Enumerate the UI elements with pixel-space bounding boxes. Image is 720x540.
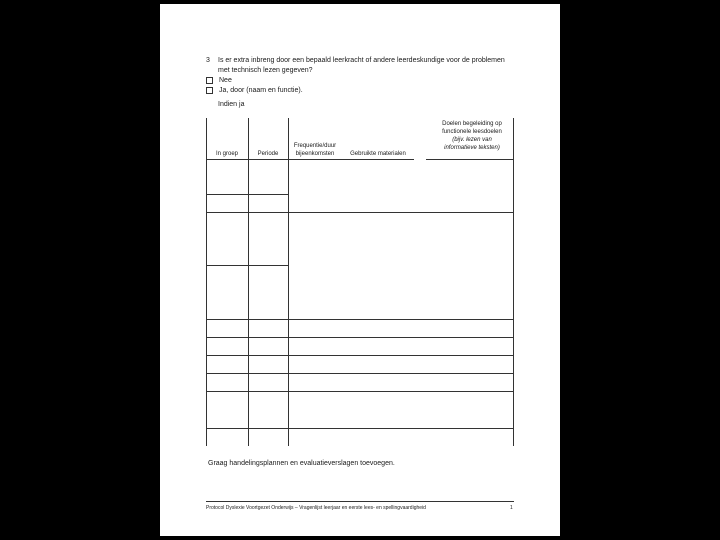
question-text: Is er extra inbreng door een bepaald leerkracht of andere leerdeskundige voor de problemen met technisch lezen gegeven?: [218, 57, 505, 74]
option-nee[interactable]: [206, 76, 232, 86]
checkbox-nee[interactable]: [206, 77, 213, 84]
footer-rule: [206, 501, 514, 502]
header-doelen-line3: (bijv. lezen van: [452, 137, 492, 143]
header-doelen-line1: Doelen begeleiding op: [442, 121, 502, 127]
option-ja-label: Ja, door (naam en functie).: [219, 87, 303, 94]
option-nee-label: Nee: [219, 77, 232, 84]
header-doelen-line2: functionele leesdoelen: [442, 129, 502, 135]
header-in-groep: In groep: [215, 151, 239, 157]
header-doelen: [430, 120, 514, 152]
footer-text: Protocol Dyslexie Voortgezet Onderwijs – Vragenlijst leerjaar en eerste lees- en spellingvaardigheid: [206, 505, 426, 511]
header-doelen-line4: informatieve teksten): [444, 145, 500, 151]
header-frequentie-line2: bijeenkomsten: [295, 151, 335, 157]
question-3: [206, 56, 506, 76]
header-frequentie: [288, 142, 342, 158]
header-frequentie-line1: Frequentie/duur: [293, 143, 337, 149]
question-number: 3: [206, 57, 210, 64]
footer-note: Graag handelingsplannen en evaluatieverslagen toevoegen.: [208, 460, 395, 467]
checkbox-ja[interactable]: [206, 87, 213, 94]
header-materialen: Gebruikte materialen: [350, 151, 406, 157]
indien-ja-label: Indien ja: [218, 101, 245, 108]
header-periode: Periode: [257, 151, 279, 157]
option-ja[interactable]: [206, 86, 303, 96]
document-page: [160, 4, 560, 536]
page-number: 1: [510, 505, 513, 511]
support-table: [206, 118, 514, 446]
